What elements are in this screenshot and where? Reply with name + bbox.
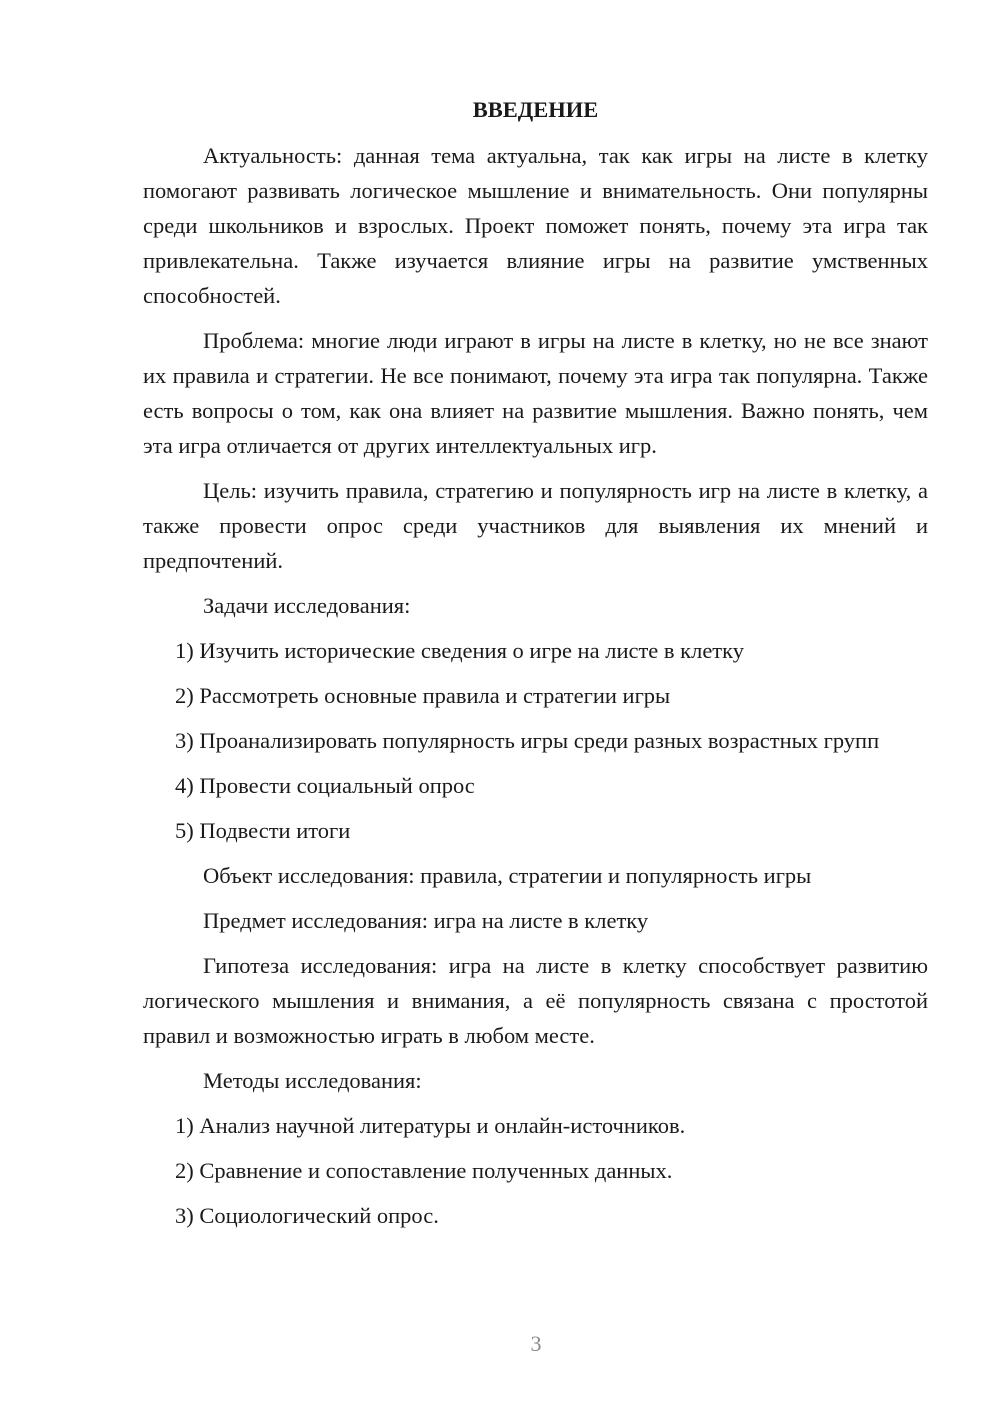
object-line: Объект исследования: правила, стратегии и популярность игры — [203, 863, 812, 888]
method-item-2: 2) Сравнение и сопоставление полученных данных. — [175, 1158, 673, 1183]
document-page — [143, 92, 928, 1243]
hypothesis-paragraph: Гипотеза исследования: игра на листе в клетку способствует развитию логического мышления и внимания, а её популярность связана с простотой правил и возможностью играть в любом месте. — [143, 953, 928, 1048]
task-item-5: 5) Подвести итоги — [175, 818, 351, 843]
task-item-4: 4) Провести социальный опрос — [175, 773, 475, 798]
relevance-paragraph: Актуальность: данная тема актуальна, так как игры на листе в клетку помогают развивать логическое мышление и внимательность. Они популярны среди школьников и взрослых. Проект поможет понять, почему эта игра так привлекательна. Также изучается влияние игры на развитие умственных способностей. — [143, 143, 928, 308]
method-item-3: 3) Социологический опрос. — [175, 1203, 439, 1228]
task-item-3: 3) Проанализировать популярность игры среди разных возрастных групп — [175, 728, 880, 753]
methods-heading: Методы исследования: — [203, 1068, 422, 1093]
task-item-1: 1) Изучить исторические сведения о игре на листе в клетку — [175, 638, 745, 663]
goal-paragraph: Цель: изучить правила, стратегию и популярность игр на листе в клетку, а также провести опрос среди участников для выявления их мнений и предпочтений. — [143, 478, 928, 573]
method-item-1: 1) Анализ научной литературы и онлайн-источников. — [175, 1113, 686, 1138]
section-title: ВВЕДЕНИЕ — [472, 97, 599, 122]
problem-paragraph: Проблема: многие люди играют в игры на листе в клетку, но не все знают их правила и стратегии. Не все понимают, почему эта игра так популярна. Также есть вопросы о том, как она влияет на развитие мышления. Важно понять, чем эта игра отличается от других интеллектуальных игр. — [143, 328, 928, 458]
tasks-heading: Задачи исследования: — [203, 593, 411, 618]
task-item-2: 2) Рассмотреть основные правила и стратегии игры — [175, 683, 671, 708]
page-number: 3 — [530, 1331, 542, 1356]
subject-line: Предмет исследования: игра на листе в клетку — [203, 908, 649, 933]
